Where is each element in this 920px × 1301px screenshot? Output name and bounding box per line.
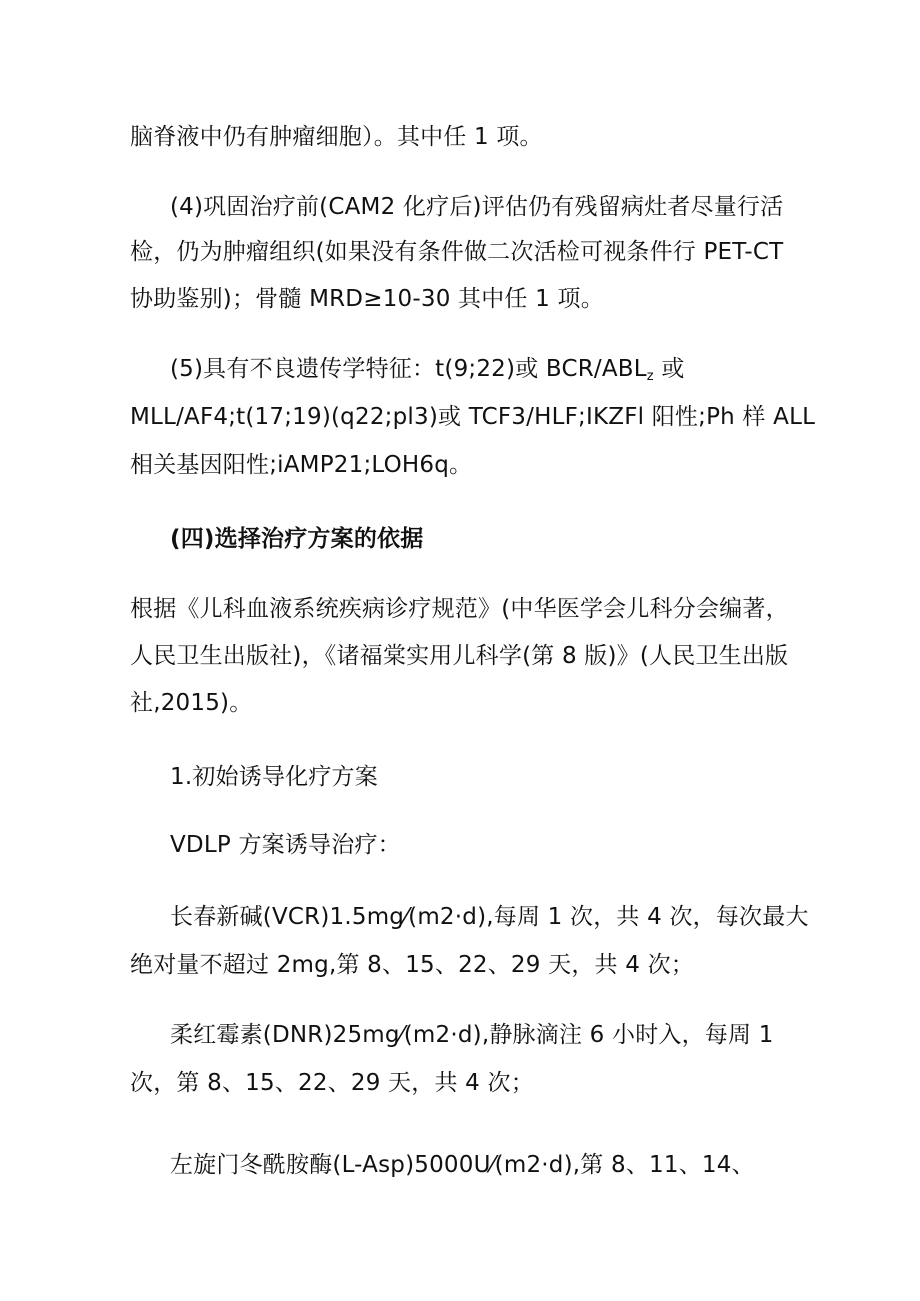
paragraph-line: 人民卫生出版社)，《诸福棠实用儿科学(第 8 版)》(人民卫生出版 (130, 643, 789, 669)
line-text: 或 (653, 356, 685, 382)
paragraph-line: 脑脊液中仍有肿瘤细胞）。其中任 1 项。 (130, 124, 543, 150)
paragraph-line: MLL/AF4;t(17;19)(q22;pl3)或 TCF3/HLF;IKZFl 阳性;Ph 样 ALL (130, 404, 816, 430)
subheading: 1.初始诱导化疗方案 (170, 764, 378, 790)
paragraph-line: 长春新碱(VCR)1.5mg⁄(m2·d),每周 1 次，共 4 次，每次最大 (170, 904, 809, 930)
paragraph-line: 协助鉴别)；骨髓 MRD≥10-30 其中任 1 项。 (130, 286, 604, 312)
paragraph-line: 柔红霉素(DNR)25mg⁄(m2·d),静脉滴注 6 小时入，每周 1 (170, 1022, 774, 1048)
paragraph-line: VDLP 方案诱导治疗： (170, 832, 401, 858)
section-heading: (四)选择治疗方案的依据 (170, 526, 424, 552)
subscript-text: z (646, 369, 654, 384)
paragraph-line: 次，第 8、15、22、29 天，共 4 次； (130, 1070, 534, 1096)
paragraph-line (170, 354, 685, 384)
paragraph-line: 根据《儿科血液系统疾病诊疗规范》(中华医学会儿科分会编著， (130, 596, 789, 622)
line-text: (5)具有不良遗传学特征：t(9;22)或 BCR/ABL (170, 356, 647, 382)
paragraph-line: 社,2015)。 (130, 690, 253, 716)
paragraph-line: 绝对量不超过 2mg,第 8、15、22、29 天，共 4 次； (130, 952, 694, 978)
paragraph-line: 相关基因阳性;iAMP21;LOH6q。 (130, 452, 473, 478)
paragraph-line: 检，仍为肿瘤组织(如果没有条件做二次活检可视条件行 PET-CT (130, 239, 784, 265)
paragraph-line: 左旋门冬酰胺酶(L-Asp)5000U⁄(m2·d),第 8、11、14、 (170, 1152, 755, 1178)
paragraph-line: (4)巩固治疗前(CAM2 化疗后)评估仍有残留病灶者尽量行活 (170, 194, 784, 220)
